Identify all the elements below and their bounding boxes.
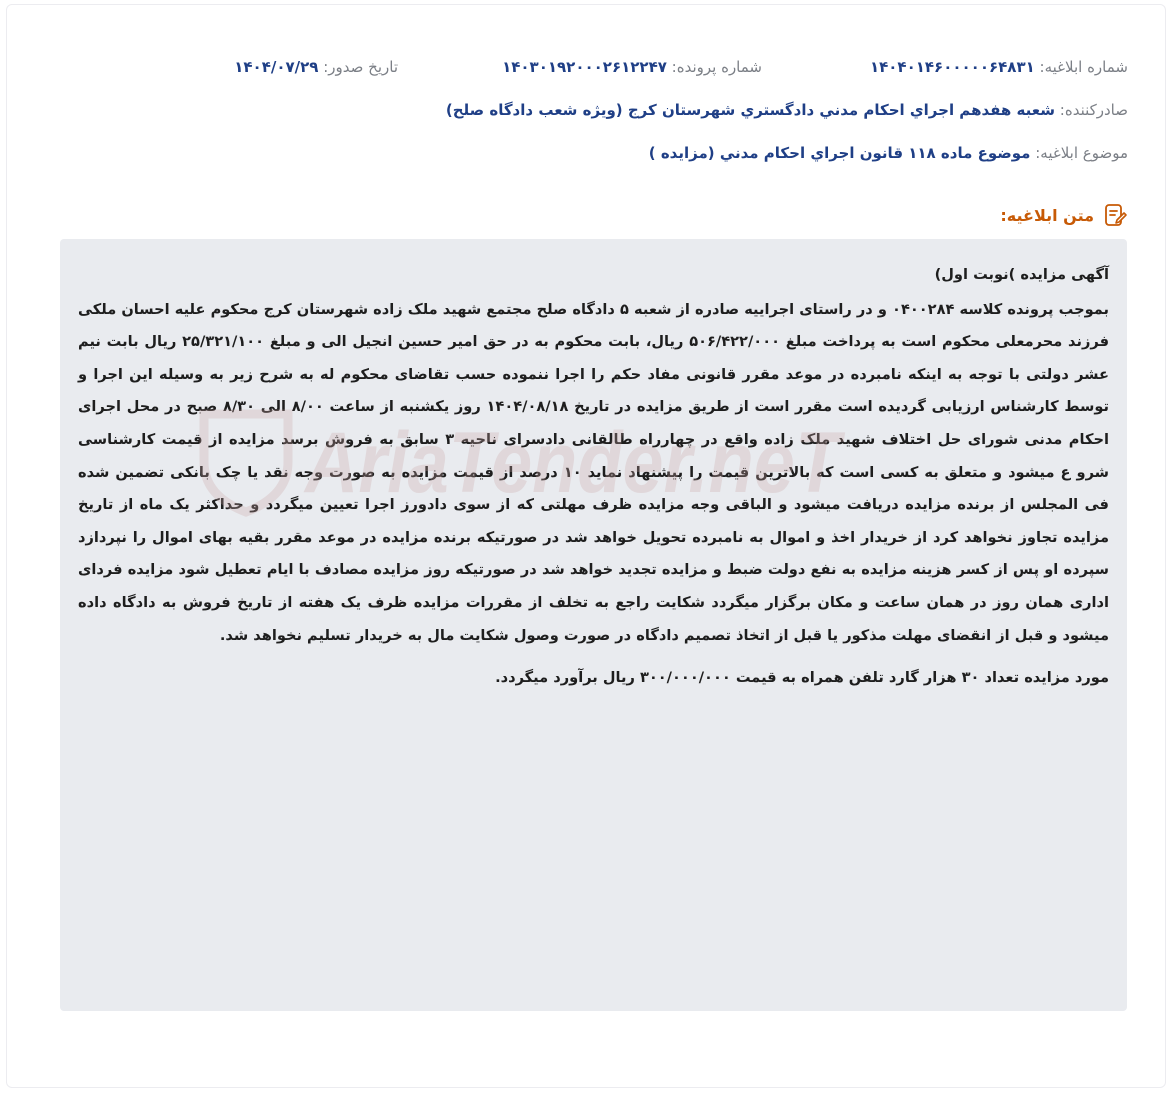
notice-meta-row xyxy=(40,58,1128,82)
notice-number-value: ۱۴۰۴۰۱۴۶۰۰۰۰۰۶۴۸۳۱ xyxy=(869,58,1035,76)
document-edit-icon xyxy=(1102,202,1128,228)
notice-heading: آگهی مزایده )نوبت اول) xyxy=(934,266,1109,283)
issuer-value: شعبه هفدهم اجراي احكام مدني دادگستري شهرستان كرج (ويژه شعب دادگاه صلح) xyxy=(445,101,1055,119)
case-number-label: شماره پرونده: xyxy=(671,58,762,76)
notice-number xyxy=(870,58,1128,76)
issuer-label: صادرکننده: xyxy=(1059,101,1128,119)
watermark-text: AriaTender.neT xyxy=(303,415,846,511)
notice-text-box xyxy=(60,239,1127,1011)
auction-item: مورد مزایده تعداد ۳۰ هزار گارد تلفن همراه به قیمت ۳۰۰/۰۰۰/۰۰۰ ریال برآورد میگردد. xyxy=(495,669,1109,687)
subject-value: موضوع ماده ۱۱۸ قانون اجراي احكام مدني (مزايده ) xyxy=(648,144,1031,162)
issue-date xyxy=(234,58,398,76)
issue-date-label: تاریخ صدور: xyxy=(323,58,398,76)
subject-row xyxy=(40,144,1128,162)
issue-date-value: ۱۴۰۴/۰۷/۲۹ xyxy=(234,58,319,76)
subject-label: موضوع ابلاغیه: xyxy=(1035,144,1128,162)
notice-body: بموجب پرونده کلاسه ۰۴۰۰۲۸۴ و در راستای اجراییه صادره از شعبه ۵ دادگاه صلح مجتمع شهید ملک زاده شهرستان کرج محکوم علیه احسان ملکی فرزند محرمعلی محکوم است به پرداخت مبلغ ۵۰۶/۴۲۲/۰۰۰ ریال، بابت محکوم به در حق امیر حسین انجیل الی و مبلغ ۲۵/۳۲۱/۱۰۰ ریال بابت نیم عشر دولتی با توجه به اینکه نامبرده در موعد مقرر قانونی مفاد حکم را اجرا ننموده حسب تقاضای محکوم له به شرح زیر به وسیله این اجرا و توسط کارشناس ارزیابی گردیده است مقرر است از طریق مزایده در تاریخ ۱۴۰۴/۰۸/۱۸ روز یکشنبه از ساعت ۸/۰۰ الی ۸/۳۰ صبح در محل اجرای احکام مدنی شورای حل اختلاف شهید ملک زاده واقع در چهارراه طالقانی دادسرای ناحیه ۳ سابق به فروش برسد مزایده از قیمت کارشناسی شرو ع میشود و متعلق به کسی است که بالاترین قیمت را پیشنهاد نماید ۱۰ درصد از قیمت مزایده به صورت وجه نقد یا چک بانکی تضمین شده فی المجلس از برنده مزایده دریافت میشود و الباقی وجه مزایده ظرف مهلتی که از سوی دادورز اجرا تعیین میگردد و حداکثر یک ماه از تاریخ مزایده تجاوز نخواهد کرد از خریدار اخذ و اموال به نامبرده تحویل خواهد شد در صورتیکه برنده مزایده در موعد مقرر بقیه بهای اموال را نپردازد سپرده او پس از کسر هزینه مزایده به نفع دولت ضبط و مزایده تجدید خواهد شد در صورتیکه روز مزایده مصادف با ایام تعطیل شود مزایده فردای اداری همان روز در همان ساعت و مکان برگزار میگردد شکایت راجع به تخلف از مقررات مزایده ظرف یک هفته از تاریخ فروش به دادگاه داده میشود و قبل از انقضای مهلت مذکور یا قبل از اتخاذ تصمیم دادگاه در صورت وصول شکایت مال به خریدار تسلیم نخواهد شد. xyxy=(78,300,1109,644)
case-number xyxy=(502,58,762,76)
issuer-row xyxy=(40,101,1128,119)
notice-number-label: شماره ابلاغیه: xyxy=(1039,58,1128,76)
notice-text-title xyxy=(1000,202,1128,228)
case-number-value: ۱۴۰۳۰۱۹۲۰۰۰۲۶۱۲۲۴۷ xyxy=(502,58,667,76)
notice-text-title-label: متن ابلاغیه: xyxy=(1000,205,1094,225)
